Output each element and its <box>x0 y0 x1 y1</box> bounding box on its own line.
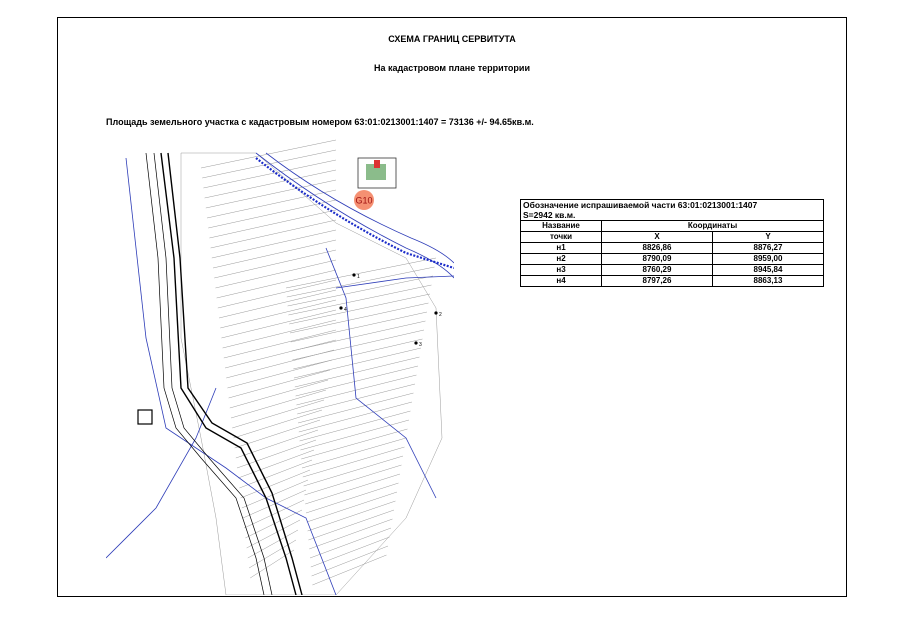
row-point-name: н1 <box>521 243 602 254</box>
table-row <box>521 265 824 276</box>
survey-point-4 <box>339 306 342 309</box>
survey-point-2 <box>434 311 437 314</box>
coordinates-table <box>520 199 824 287</box>
row-x: 8826,86 <box>602 243 713 254</box>
row-y: 8945,84 <box>713 265 824 276</box>
area-statement: Площадь земельного участка с кадастровым номером 63:01:0213001:1407 = 73136 +/- 94.65кв.м. <box>106 117 534 127</box>
g10-marker <box>354 190 374 210</box>
row-x: 8797,26 <box>602 276 713 287</box>
document-sheet <box>57 17 847 597</box>
map-drawing <box>106 138 454 595</box>
survey-point-1 <box>352 273 355 276</box>
table-caption: Обозначение испрашиваемой части 63:01:0213001:1407 <box>521 200 824 211</box>
row-point-name: н3 <box>521 265 602 276</box>
survey-point-label-1: 1 <box>357 274 360 280</box>
header-point-name-2: точки <box>521 232 602 243</box>
document-subtitle: На кадастровом плане территории <box>374 63 530 73</box>
survey-point-label-3: 3 <box>419 342 422 348</box>
table-row <box>521 276 824 287</box>
row-y: 8863,13 <box>713 276 824 287</box>
table-row <box>521 243 824 254</box>
survey-point-3 <box>414 341 417 344</box>
document-title: СХЕМА ГРАНИЦ СЕРВИТУТА <box>388 34 516 44</box>
header-x: X <box>602 232 713 243</box>
parcel-grid <box>181 140 442 595</box>
table-row <box>521 254 824 265</box>
row-point-name: н2 <box>521 254 602 265</box>
survey-point-label-4: 4 <box>344 307 347 313</box>
table-area: S=2942 кв.м. <box>521 210 824 221</box>
building-cluster <box>358 158 396 188</box>
header-coordinates: Координаты <box>602 221 824 232</box>
header-y: Y <box>713 232 824 243</box>
row-point-name: н4 <box>521 276 602 287</box>
survey-point-label-2: 2 <box>439 312 442 318</box>
row-x: 8790,09 <box>602 254 713 265</box>
coordinates-table-wrap <box>520 199 824 287</box>
highway <box>146 153 302 595</box>
cadastral-map <box>106 138 454 595</box>
row-x: 8760,29 <box>602 265 713 276</box>
g10-label: G10 <box>355 195 373 206</box>
header-point-name: Название <box>521 221 602 232</box>
row-y: 8959,00 <box>713 254 824 265</box>
row-y: 8876,27 <box>713 243 824 254</box>
structure-block <box>138 410 152 424</box>
